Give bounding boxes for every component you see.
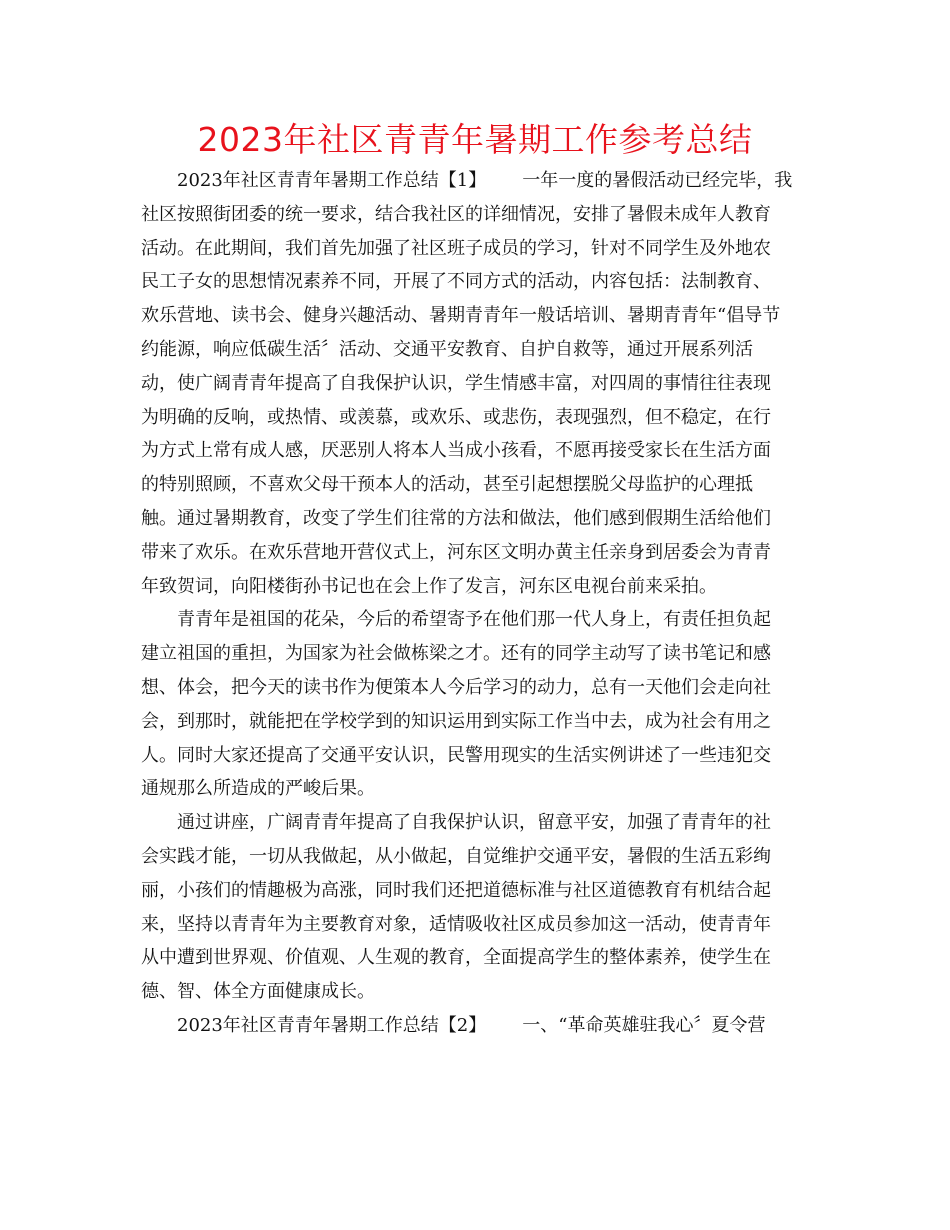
text-line-content: 想、体会，把今天的读书作为便策本人今后学习的动力，总有一天他们会走向社 — [141, 676, 771, 698]
text-line — [141, 671, 811, 705]
text-line — [141, 806, 811, 840]
text-line — [141, 164, 811, 198]
text-line — [141, 570, 811, 604]
text-line-content: 来，坚持以青青年为主要教育对象，适情吸收社区成员参加这一活动，使青青年 — [141, 913, 771, 935]
text-line-content: 会，到那时，就能把在学校学到的知识运用到实际工作当中去，成为社会有用之 — [141, 710, 771, 732]
text-line — [141, 705, 811, 739]
text-line-content: 建立祖国的重担，为国家为社会做栋梁之才。还有的同学主动写了读书笔记和感 — [141, 643, 771, 665]
text-line-tail: 一、“革命英雄驻我心〞夏令营 — [522, 1014, 766, 1036]
text-line-content: 丽，小孩们的情趣极为高涨，同时我们还把道德标准与社区道德教育有机结合起 — [141, 879, 771, 901]
text-line — [141, 232, 811, 266]
text-line-content: 为明确的反响，或热情、或羡慕，或欢乐、或悲伤，表现强烈，但不稳定，在行 — [141, 406, 771, 428]
text-line-tail: 一年一度的暑假活动已经完毕，我 — [522, 170, 793, 191]
text-line-content: 带来了欢乐。在欢乐营地开营仪式上，河东区文明办黄主任亲身到居委会为青青 — [141, 541, 771, 563]
text-line-content: 动，使广阔青青年提高了自我保护认识，学生情感丰富，对四周的事情往往表现 — [141, 372, 771, 394]
text-line-content: 会实践才能，一切从我做起，从小做起，自觉维护交通平安，暑假的生活五彩绚 — [141, 845, 771, 867]
text-line — [141, 502, 811, 536]
text-line — [141, 401, 811, 435]
text-line-content: 约能源，响应低碳生活〞活动、交通平安教育、自护自救等，通过开展系列活 — [141, 338, 753, 360]
text-line-content: 德、智、体全方面健康成长。 — [141, 981, 375, 1003]
text-line — [141, 265, 811, 299]
text-line — [141, 637, 811, 671]
text-line-content: 社区按照街团委的统一要求，结合我社区的详细情况，安排了暑假未成年人教育 — [141, 203, 771, 225]
text-line-content: 欢乐营地、读书会、健身兴趣活动、暑期青青年一般话培训、暑期青青年“倡导节 — [141, 305, 781, 327]
text-line-content: 的特别照顾，不喜欢父母干预本人的活动，甚至引起想摆脱父母监护的心理抵 — [141, 474, 753, 496]
text-line — [141, 772, 811, 806]
text-line-content: 通规那么所造成的严峻后果。 — [141, 778, 375, 800]
document-body — [141, 164, 811, 1043]
page-title: 2023年社区青青年暑期工作参考总结 — [197, 120, 753, 159]
text-line — [141, 367, 811, 401]
text-line-content: 2023年社区青青年暑期工作总结【2】 — [177, 1014, 487, 1036]
text-line-content: 人。同时大家还提高了交通平安认识，民警用现实的生活实例讲述了一些违犯交 — [141, 744, 771, 766]
text-line — [141, 1009, 811, 1043]
text-line — [141, 299, 811, 333]
text-line-content: 为方式上常有成人感，厌恶别人将本人当成小孩看，不愿再接受家长在生活方面 — [141, 440, 771, 462]
text-line — [141, 975, 811, 1009]
text-line — [141, 739, 811, 773]
text-line — [141, 941, 811, 975]
text-line — [141, 874, 811, 908]
text-line — [141, 536, 811, 570]
text-line — [141, 434, 811, 468]
text-line — [141, 468, 811, 502]
text-line-content: 通过讲座，广阔青青年提高了自我保护认识，留意平安，加强了青青年的社 — [177, 812, 771, 834]
text-line — [141, 603, 811, 637]
text-line-content: 2023年社区青青年暑期工作总结【1】 — [177, 170, 487, 191]
text-line-content: 从中遭到世界观、价值观、人生观的教育，全面提高学生的整体素养，使学生在 — [141, 947, 771, 969]
text-line-content: 年致贺词，向阳楼街孙书记也在会上作了发言，河东区电视台前来采拍。 — [141, 575, 717, 597]
text-line-content: 民工子女的思想情况素养不同，开展了不同方式的活动，内容包括：法制教育、 — [141, 271, 771, 293]
text-line — [141, 908, 811, 942]
text-line-content: 触。通过暑期教育，改变了学生们往常的方法和做法，他们感到假期生活给他们 — [141, 507, 771, 529]
text-line-content: 青青年是祖国的花朵，今后的希望寄予在他们那一代人身上，有责任担负起 — [177, 609, 771, 631]
text-line — [141, 198, 811, 232]
text-line — [141, 840, 811, 874]
text-line-content: 活动。在此期间，我们首先加强了社区班子成员的学习，针对不同学生及外地农 — [141, 237, 771, 259]
text-line — [141, 333, 811, 367]
